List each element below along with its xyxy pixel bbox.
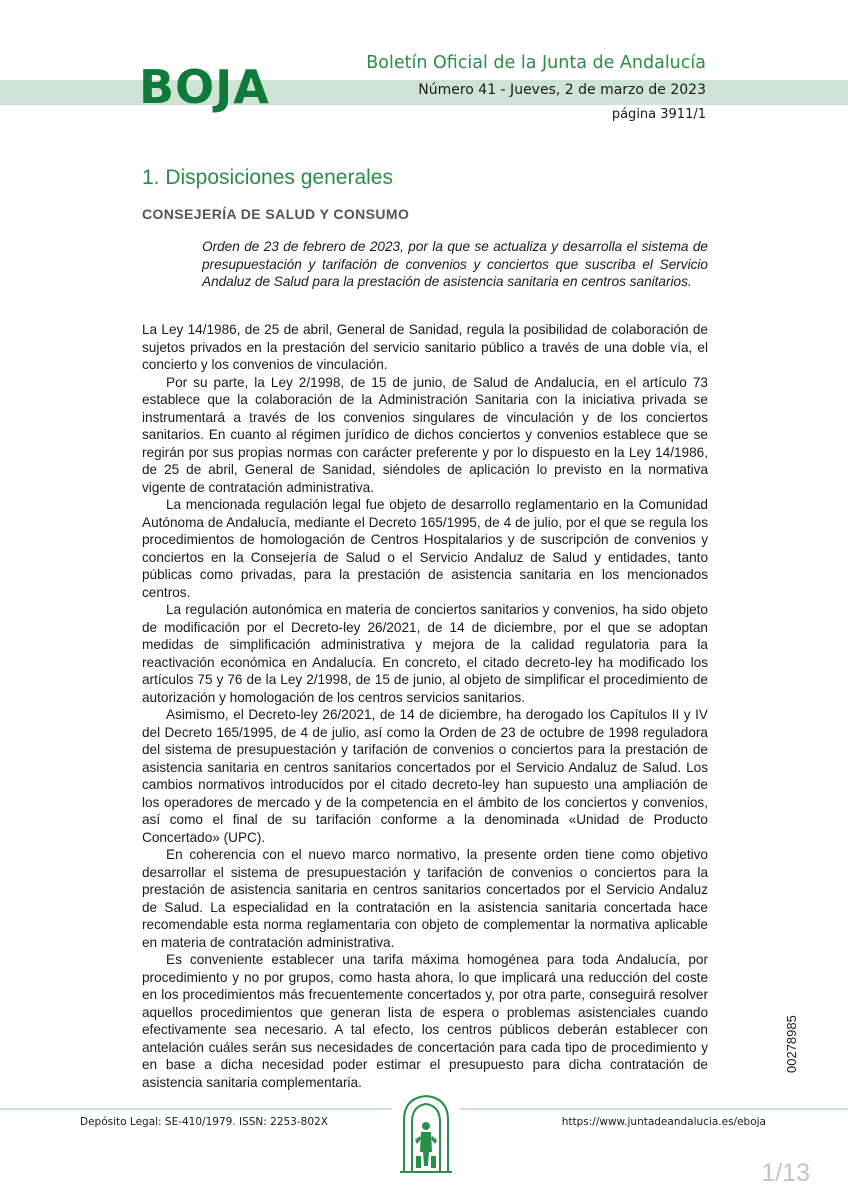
boja-logo: BOJA xyxy=(139,60,270,114)
footer-divider xyxy=(0,1108,392,1110)
bulletin-title: Boletín Oficial de la Junta de Andalucía xyxy=(366,53,706,73)
legal-deposit: Depósito Legal: SE-410/1979. ISSN: 2253-802X xyxy=(80,1116,328,1128)
ministry-heading: CONSEJERÍA DE SALUD Y CONSUMO xyxy=(142,206,410,222)
document-code: 00278985 xyxy=(784,1015,799,1073)
paragraph: En coherencia con el nuevo marco normativo, la presente orden tiene como objetivo desarrollar el sistema de presupuestación y tarifación de convenios o conciertos para la prestación de asistencia sanitaria en centros sanitarios concertados por el Servicio Andaluz de Salud. La especialidad en la contratación en la asistencia sanitaria concertada hace recomendable esta norma reglamentaria con objeto de complementar la normativa aplicable en materia de contratación administrativa. xyxy=(142,847,708,950)
page-counter: 1/13 xyxy=(761,1159,810,1187)
paragraph: Es conveniente establecer una tarifa máxima homogénea para toda Andalucía, por procedimiento y no por grupos, como hasta ahora, lo que implicará una reducción del coste en los procedimientos más frecuentemente concertados y, por otra parte, conseguirá resolver aquellos procedimientos que generan lista de espera o problemas asistenciales cuando efectivamente sea necesario. A tal efecto, los centros públicos deberán establecer con antelación cuáles serán sus necesidades de concertación para cada tipo de procedimiento y en base a dicha necesidad poder estimar el presupuesto para dicha contratación de asistencia sanitaria complementaria. xyxy=(142,952,708,1090)
paragraph: La Ley 14/1986, de 25 de abril, General de Sanidad, regula la posibilidad de colaboración de sujetos privados en la prestación del servicio sanitario público a través de una doble vía, el concierto y los convenios de vinculación. xyxy=(142,322,708,372)
footer-divider xyxy=(460,1108,848,1110)
section-title: 1. Disposiciones generales xyxy=(142,166,393,189)
paragraph: La regulación autonómica en materia de conciertos sanitarios y convenios, ha sido objeto de modificación por el Decreto-ley 26/2021, de 14 de diciembre, por el que se adoptan medidas de simplificación administrativa y mejora de la calidad regulatoria para la reactivación económica en Andalucía. En concreto, el citado decreto-ley ha modificado los artículos 75 y 76 de la Ley 2/1998, de 15 de junio, al objeto de simplificar el procedimiento de autorización y homologación de los centros servicios sanitarios. xyxy=(142,602,708,705)
order-summary: Orden de 23 de febrero de 2023, por la que se actualiza y desarrolla el sistema de presupuestación y tarifación de convenios y conciertos que suscriba el Servicio Andaluz de Salud para la prestación de asistencia sanitaria en centros sanitarios. xyxy=(202,239,708,289)
document-body xyxy=(142,321,708,1091)
paragraph: Asimismo, el Decreto-ley 26/2021, de 14 de diciembre, ha derogado los Capítulos II y IV del Decreto 165/1995, de 4 de julio, así como la Orden de 23 de octubre de 1998 reguladora del sistema de presupuestación y tarifación de convenios o conciertos para la prestación de asistencia sanitaria en centros sanitarios concertados por el Servicio Andaluz de Salud. Los cambios normativos introducidos por el citado decreto-ley han supuesto una ampliación de los operadores de mercado y de la competencia en el ámbito de los conciertos y convenios, así como el final de su tarifación conforme a la denominada «Unidad de Producto Concertado» (UPC). xyxy=(142,707,708,845)
page-number: página 3911/1 xyxy=(611,107,706,122)
issue-info: Número 41 - Jueves, 2 de marzo de 2023 xyxy=(418,82,706,98)
paragraph: La mencionada regulación legal fue objeto de desarrollo reglamentario en la Comunidad Autónoma de Andalucía, mediante el Decreto 165/1995, de 4 de julio, por el que se regula los procedimientos de homologación de Centros Hospitalarios y de suscripción de convenios y conciertos en la Consejería de Salud o el Servicio Andaluz de Salud y entidades, tanto públicas como privadas, para la prestación de asistencia sanitaria en los mencionados centros. xyxy=(142,497,708,600)
paragraph: Por su parte, la Ley 2/1998, de 15 de junio, de Salud de Andalucía, en el artículo 73 establece que la colaboración de la Administración Sanitaria con la iniciativa privada se instrumentará a través de los convenios singulares de vinculación y de los conciertos sanitarios. En cuanto al régimen jurídico de dichos conciertos y convenios establece que se regirán por sus propias normas con carácter preferente y por lo dispuesto en la Ley 14/1986, de 25 de abril, General de Sanidad, siéndoles de aplicación lo previsto en la normativa vigente de contratación administrativa. xyxy=(142,374,708,495)
website-link[interactable]: https://www.juntadeandalucia.es/eboja xyxy=(561,1116,766,1128)
andalucia-emblem-icon xyxy=(396,1092,456,1174)
